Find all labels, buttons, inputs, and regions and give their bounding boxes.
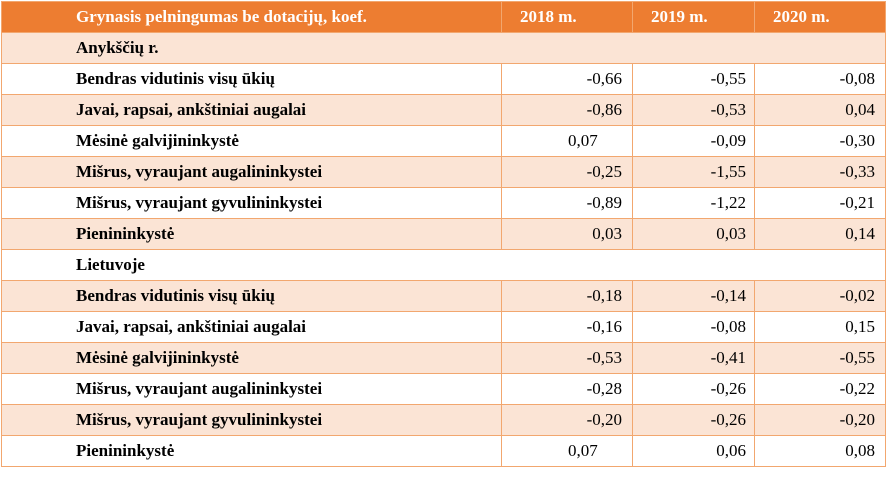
value-cell-2019: 0,03 [633,219,755,250]
value-cell-2018: -0,66 [502,64,633,95]
table-header-row [2,2,886,33]
value-cell-2019: -0,09 [633,126,755,157]
value-cell-2019: -0,08 [633,312,755,343]
value-cell-2019: -0,41 [633,343,755,374]
table-row [2,312,886,343]
value-cell-2019: -1,22 [633,188,755,219]
value-cell-2019: -1,55 [633,157,755,188]
table-row [2,374,886,405]
value-cell-2020: -0,08 [755,64,886,95]
column-header-2020: 2020 m. [755,2,886,33]
row-label: Mėsinė galvijininkystė [2,126,502,157]
value-cell-2019: -0,14 [633,281,755,312]
table-row [2,281,886,312]
row-label: Javai, rapsai, ankštiniai augalai [2,312,502,343]
table-row [2,157,886,188]
region-row [2,250,886,281]
profitability-table [1,1,886,467]
value-cell-2018: 0,03 [502,219,633,250]
column-header-2019: 2019 m. [633,2,755,33]
value-cell-2020: -0,20 [755,405,886,436]
value-cell-2018: -0,16 [502,312,633,343]
value-cell-2020: -0,55 [755,343,886,374]
value-cell-2018: -0,86 [502,95,633,126]
value-cell-2018: -0,53 [502,343,633,374]
value-cell-2019: -0,26 [633,405,755,436]
value-cell-2018: -0,28 [502,374,633,405]
row-label: Bendras vidutinis visų ūkių [2,64,502,95]
value-cell-2020: -0,30 [755,126,886,157]
region-label: Anykščių r. [2,33,886,64]
row-label: Javai, rapsai, ankštiniai augalai [2,95,502,126]
row-label: Mišrus, vyraujant gyvulininkystei [2,405,502,436]
region-label: Lietuvoje [2,250,886,281]
value-cell-2020: -0,21 [755,188,886,219]
value-cell-2020: 0,15 [755,312,886,343]
value-cell-2018: -0,20 [502,405,633,436]
row-label: Mišrus, vyraujant augalininkystei [2,374,502,405]
table-body [2,33,886,467]
row-label: Pienininkystė [2,436,502,467]
table-row [2,405,886,436]
column-header-2018: 2018 m. [502,2,633,33]
table-row [2,126,886,157]
value-cell-2020: -0,02 [755,281,886,312]
value-cell-2020: -0,33 [755,157,886,188]
value-cell-2019: -0,53 [633,95,755,126]
table-row [2,343,886,374]
value-cell-2018: -0,89 [502,188,633,219]
table-row [2,95,886,126]
row-label: Bendras vidutinis visų ūkių [2,281,502,312]
value-cell-2019: -0,26 [633,374,755,405]
region-row [2,33,886,64]
table-row [2,64,886,95]
table-row [2,188,886,219]
value-cell-2019: 0,06 [633,436,755,467]
table-row [2,436,886,467]
value-cell-2018: 0,07 [502,436,633,467]
row-label: Mišrus, vyraujant augalininkystei [2,157,502,188]
value-cell-2019: -0,55 [633,64,755,95]
row-label: Pienininkystė [2,219,502,250]
value-cell-2018: -0,18 [502,281,633,312]
row-label: Mėsinė galvijininkystė [2,343,502,374]
value-cell-2020: 0,14 [755,219,886,250]
value-cell-2020: -0,22 [755,374,886,405]
value-cell-2020: 0,08 [755,436,886,467]
value-cell-2018: 0,07 [502,126,633,157]
row-label: Mišrus, vyraujant gyvulininkystei [2,188,502,219]
table-row [2,219,886,250]
column-header-indicator: Grynasis pelningumas be dotacijų, koef. [2,2,502,33]
value-cell-2020: 0,04 [755,95,886,126]
value-cell-2018: -0,25 [502,157,633,188]
